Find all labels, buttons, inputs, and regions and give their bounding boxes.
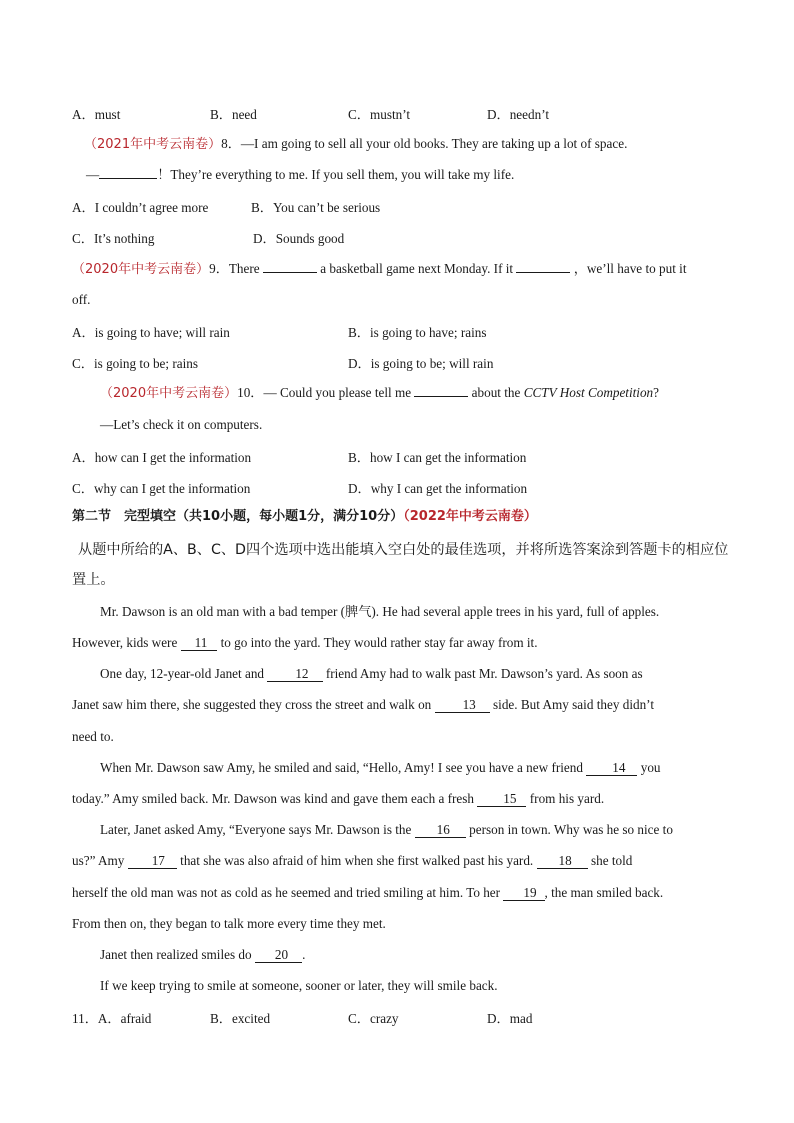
q11-option-d: D．mad (487, 1011, 533, 1026)
q10-reply: —Let’s check it on computers. (100, 417, 263, 432)
blank-20: 20 (255, 948, 302, 963)
blank-12: 12 (267, 667, 322, 682)
section2-heading: 第二节 完型填空（共10小题，每小题1分，满分10分） (72, 509, 404, 524)
blank-17: 17 (128, 854, 177, 869)
passage-p1-line2 (72, 634, 734, 652)
q8-blank (99, 166, 157, 179)
q10-option-d: D．why I can get the information (348, 481, 528, 496)
q9-option-c: C．is going to be; rains (72, 356, 199, 371)
passage-text: person in town. Why was he so nice to (465, 822, 673, 837)
q8-source: （2021年中考云南卷） (84, 137, 222, 152)
blank-15: 15 (477, 792, 526, 807)
passage-text: , the man smiled back. (544, 885, 664, 900)
q7-option-a: A．must (72, 107, 121, 122)
q10-source: （2020年中考云南卷） (100, 386, 238, 401)
blank-16: 16 (415, 823, 466, 838)
passage-p1-line1: Mr. Dawson is an old man with a bad temper (脾气). He had several apple trees in his yard, full of apples. (100, 604, 660, 619)
q10-part3: ? (653, 385, 660, 400)
section2-instruction-2: 置上。 (72, 572, 115, 588)
q9-source: （2020年中考云南卷） (72, 262, 210, 277)
section2-instruction-1: 从题中所给的A、B、C、D四个选项中选出能填入空白处的最佳选项，并将所选答案涂到答题卡的相应位 (78, 542, 729, 558)
passage-text: she told (587, 853, 633, 868)
q9-blank-1 (263, 260, 317, 273)
passage-text: that she was also afraid of him when she first walked past his yard. (176, 853, 537, 868)
passage-text: Later, Janet asked Amy, “Everyone says Mr. Dawson is the (100, 822, 415, 837)
passage-p6: If we keep trying to smile at someone, sooner or later, they will smile back. (100, 978, 498, 993)
q10-part1: 10．— Could you please tell me (237, 385, 412, 400)
passage-text: to go into the yard. They would rather stay far away from it. (217, 635, 538, 650)
passage-p4-line2 (72, 852, 734, 870)
q11-option-a: 11．A．afraid (72, 1011, 152, 1026)
q7-option-d: D．needn’t (487, 107, 550, 122)
blank-11: 11 (181, 636, 218, 651)
passage-p4-line1 (100, 821, 734, 839)
q9-option-d: D．is going to be; will rain (348, 356, 494, 371)
q9-option-a: A．is going to have; will rain (72, 325, 230, 340)
passage-p2-line3: need to. (72, 729, 114, 744)
passage-text: you (637, 760, 661, 775)
section2-heading-line (72, 508, 734, 526)
passage-text: us?” Amy (72, 853, 128, 868)
q8-reply-dash: — (86, 167, 100, 182)
passage-p4-line4: From then on, they began to talk more every time they met. (72, 916, 386, 931)
passage-text: friend Amy had to walk past Mr. Dawson’s yard. As soon as (322, 666, 643, 681)
q9-stem-cont: off. (72, 292, 91, 307)
q10-option-b: B．how I can get the information (348, 450, 527, 465)
passage-text: However, kids were (72, 635, 181, 650)
passage-p2-line2 (72, 696, 734, 714)
passage-p3-line1 (100, 759, 734, 777)
passage-text: side. But Amy said they didn’t (489, 697, 654, 712)
q10-italic-title: CCTV Host Competition (523, 385, 654, 400)
passage-text: One day, 12-year-old Janet and (100, 666, 268, 681)
q10-stem-line (100, 384, 734, 403)
q9-part2: a basketball game next Monday. If it (320, 261, 514, 276)
q8-stem-line (84, 135, 734, 154)
q10-option-a: A．how can I get the information (72, 450, 252, 465)
q9-part3: ，we’ll have to put it (573, 261, 687, 276)
q8-stem: 8．—I am going to sell all your old books. They are taking up a lot of space. (221, 136, 628, 151)
passage-text: Janet then realized smiles do (100, 947, 255, 962)
q8-option-d: D．Sounds good (253, 231, 345, 246)
q7-option-b: B．need (210, 107, 257, 122)
q11-option-b: B．excited (210, 1011, 271, 1026)
passage-text: from his yard. (526, 791, 605, 806)
q10-option-c: C．why can I get the information (72, 481, 251, 496)
passage-text: today.” Amy smiled back. Mr. Dawson was kind and gave them each a fresh (72, 791, 478, 806)
q7-option-c: C．mustn’t (348, 107, 411, 122)
passage-text: . (302, 947, 306, 962)
section2-source: （2022年中考云南卷） (403, 509, 537, 524)
passage-p2-line1 (100, 665, 734, 683)
passage-text: When Mr. Dawson saw Amy, he smiled and said, “Hello, Amy! I see you have a new friend (100, 760, 587, 775)
passage-p5 (100, 946, 734, 964)
q9-option-b: B．is going to have; rains (348, 325, 487, 340)
q11-option-c: C．crazy (348, 1011, 399, 1026)
blank-19: 19 (503, 886, 544, 901)
passage-text: Janet saw him there, she suggested they cross the street and walk on (72, 697, 435, 712)
blank-18: 18 (537, 854, 588, 869)
q8-reply-rest: ！They’re everything to me. If you sell them, you will take my life. (157, 167, 515, 182)
q10-blank (414, 384, 468, 397)
q8-option-b: B．You can’t be serious (251, 200, 381, 215)
blank-14: 14 (586, 761, 637, 776)
passage-p4-line3 (72, 884, 734, 902)
q8-option-a: A．I couldn’t agree more (72, 200, 209, 215)
passage-text: herself the old man was not as cold as he seemed and tried smiling at him. To her (72, 885, 504, 900)
q10-part2: about the (471, 385, 521, 400)
q9-blank-2 (516, 260, 570, 273)
blank-13: 13 (435, 698, 490, 713)
q8-option-c: C．It’s nothing (72, 231, 155, 246)
passage-p3-line2 (72, 790, 734, 808)
q9-part1: 9．There (209, 261, 260, 276)
q8-reply-line (86, 166, 734, 184)
q9-stem-line (72, 260, 734, 279)
